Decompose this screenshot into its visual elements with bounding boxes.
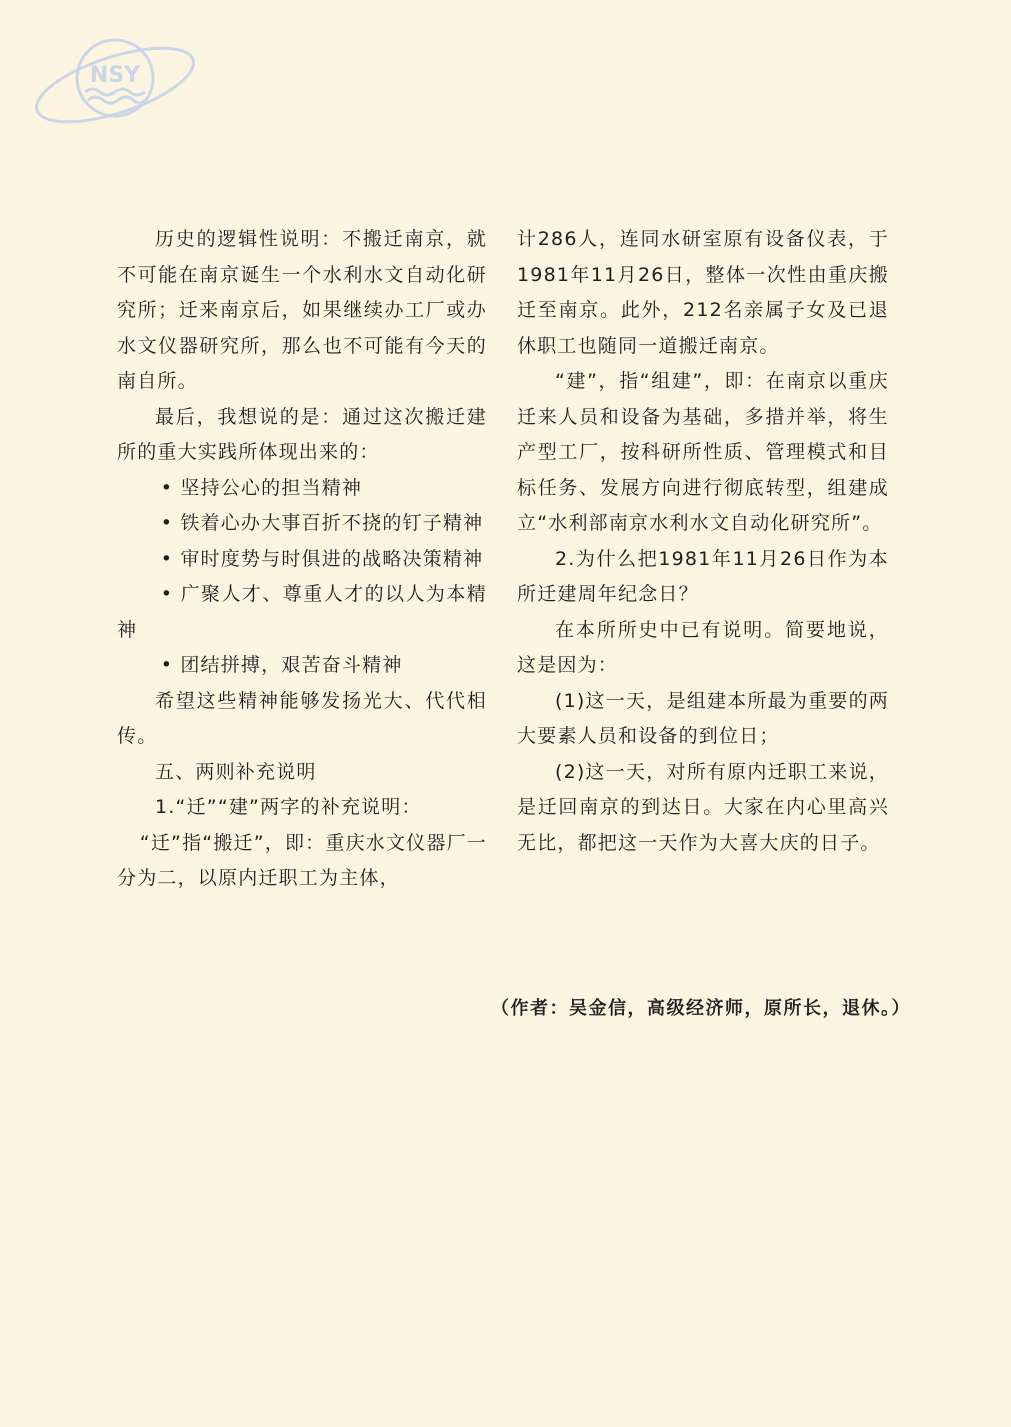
paragraph: “建”，指“组建”，即：在南京以重庆迁来人员和设备为基础，多措并举，将生产型工厂，按科研所性质、管理模式和目标任务、发展方向进行彻底转型，组建成立“水利部南京水利水文自动化研究所”。 xyxy=(517,370,889,534)
left-column xyxy=(117,222,487,897)
bullet-item: • 审时度势与时俱进的战略决策精神 xyxy=(160,547,484,570)
author-note: （作者：吴金信，高级经济师，原所长，退休。） xyxy=(491,998,911,1019)
paragraph: 历史的逻辑性说明：不搬迁南京，就不可能在南京诞生一个水利水文自动化研究所；迁来南京后，如果继续办工厂或办水文仪器研究所，那么也不可能有今天的南自所。 xyxy=(117,228,487,392)
subsection-heading: 2.为什么把1981年11月26日作为本所迁建周年纪念日？ xyxy=(517,547,889,605)
nsy-logo xyxy=(30,30,200,130)
right-column xyxy=(517,222,889,861)
bullet-item: • 铁着心办大事百折不挠的钉子精神 xyxy=(160,512,484,534)
bullet-item: • 团结拼搏，艰苦奋斗精神 xyxy=(160,654,403,676)
bullet-item: • 广聚人才、尊重人才的以人为本精神 xyxy=(117,583,487,641)
bullet-item: • 坚持公心的担当精神 xyxy=(160,476,363,499)
list-item: (2)这一天，对所有原内迁职工来说，是迁回南京的到达日。大家在内心里高兴无比，都把这一天作为大喜大庆的日子。 xyxy=(517,760,889,854)
logo-text: NSY xyxy=(89,63,141,88)
paragraph: “迁”指“搬迁”，即：重庆水文仪器厂一分为二，以原内迁职工为主体， xyxy=(117,831,487,889)
subsection-heading: 1.“迁”“建”两字的补充说明： xyxy=(155,796,422,818)
section-heading: 五、两则补充说明 xyxy=(155,760,317,783)
paragraph: 最后，我想说的是：通过这次搬迁建所的重大实践所体现出来的： xyxy=(117,405,487,463)
paragraph: 在本所所史中已有说明。简要地说，这是因为： xyxy=(517,618,889,676)
paragraph: 计286人，连同水研室原有设备仪表，于1981年11月26日，整体一次性由重庆搬迁至南京。此外，212名亲属子女及已退休职工也随同一道搬迁南京。 xyxy=(517,228,889,357)
nsy-logo-graphic xyxy=(30,30,200,130)
paragraph: 希望这些精神能够发扬光大、代代相传。 xyxy=(117,689,487,747)
list-item: (1)这一天，是组建本所最为重要的两大要素人员和设备的到位日； xyxy=(517,689,889,747)
